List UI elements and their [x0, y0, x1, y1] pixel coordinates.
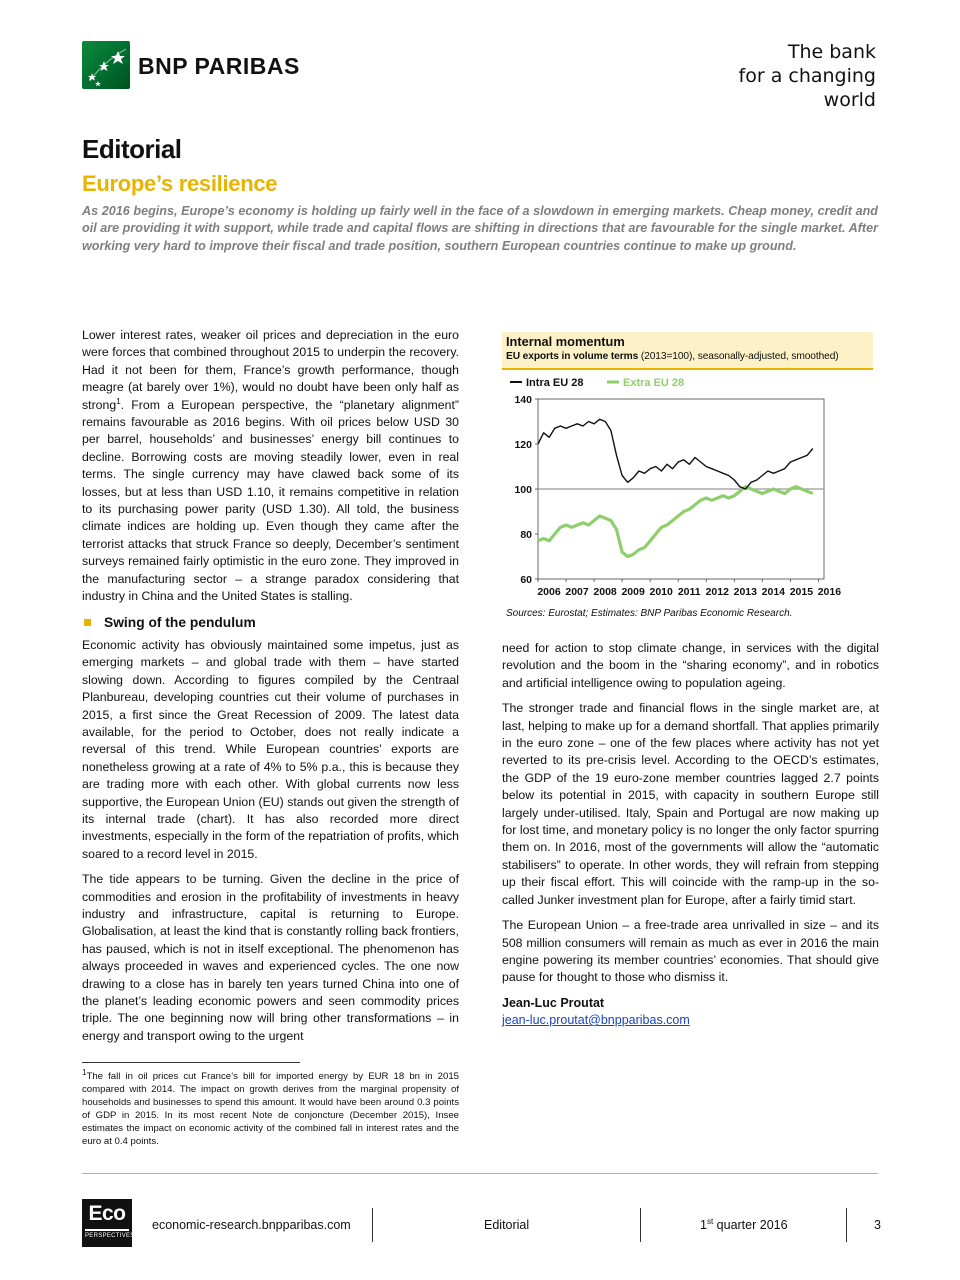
- legend: [510, 377, 684, 389]
- paragraph-3: The tide appears to be turning. Given the decline in the price of commodities and erosion in the profitability of investments in heavy industry and infrastructure, capital is returning to Europe. Globalisation, at least the kind that is constantly rolling back frontiers, has paused, which is not in itself exceptional. The phenomenon has always proceeded in waves and experienced cycles. The one now drawing to a close has in barely ten years turned China into one of the planet’s leading economic powers and seen commodity prices triple. The one beginning now will bring other transformations – in energy and transport owing to the urgent: [82, 872, 459, 1043]
- x-tick-label: 2012: [705, 586, 729, 598]
- x-tick-label: 2016: [817, 586, 842, 598]
- x-tick-label: 2006: [537, 586, 561, 598]
- stars-icon: [82, 41, 130, 89]
- brand-name: BNP PARIBAS: [138, 53, 300, 79]
- tagline-line-3: world: [823, 89, 876, 111]
- tagline-line-2: for a changing: [738, 65, 876, 87]
- paragraph-1: [82, 327, 459, 606]
- lead-paragraph: As 2016 begins, Europe’s economy is holding up fairly well in the face of a slowdown in emerging markets. Cheap money, credit and oil are providing it with support, while trade and capital flows are shifting in directions that are favourable for the single market. After working very hard to improve their fiscal and trade position, southern European countries continue to make up ground.: [82, 204, 878, 253]
- chart-subtitle-bold: EU exports in volume terms: [506, 351, 639, 362]
- footer-site: economic-research.bnpparibas.com: [152, 1218, 351, 1232]
- series-line-intra-eu28: [538, 419, 813, 489]
- footer-quarter-num: 1: [700, 1218, 707, 1232]
- y-tick-label: 80: [520, 529, 532, 541]
- footer-section: Editorial: [484, 1218, 530, 1232]
- x-tick-label: 2011: [677, 586, 701, 598]
- series-line-extra-eu28: [538, 487, 813, 557]
- footnote: [82, 1067, 459, 1148]
- eco-perspectives-logo: [82, 1199, 135, 1247]
- eco-logo-sub: PERSPECTIVES: [85, 1229, 129, 1241]
- footer-separator-2: [640, 1208, 641, 1242]
- chart-title: Internal momentum: [506, 334, 625, 349]
- legend-label-intra: Intra EU 28: [526, 377, 584, 389]
- chart-plot: [502, 372, 873, 607]
- bnp-paribas-logo: [82, 41, 130, 89]
- subheading: [82, 614, 459, 631]
- footnote-text: The fall in oil prices cut France’s bill for imported energy by EUR 18 bn in 2015 compared with 2014. The impact on growth derives from the marginal propensity of households and businesses to spend this amount. It would have been around 0.3 points of GDP in 2015. In its most recent Note de conjoncture (December 2015), Insee estimates the impact on economic activity of the combined fall in interest rates and the euro at 0.4 points.: [82, 1071, 459, 1147]
- chart-subtitle-rest: (2013=100), seasonally-adjusted, smoothed): [638, 351, 839, 362]
- eco-logo-word: Eco: [88, 1202, 126, 1225]
- y-tick-label: 140: [514, 394, 532, 406]
- footer-quarter-rest: quarter 2016: [713, 1218, 788, 1232]
- footer-quarter-sup: st: [706, 1216, 714, 1226]
- footnote-ref[interactable]: 1: [116, 396, 121, 406]
- y-tick-label: 60: [520, 574, 532, 586]
- footnote-mark: 1: [82, 1067, 87, 1077]
- footer-divider: [82, 1173, 878, 1174]
- paragraph-1-a: Lower interest rates, weaker oil prices and depreciation in the euro were forces that combined throughout 2015 to underpin the recovery. Had it not been for them, France’s growth performance, though meagre (at barely over 1%), would no doubt have been only half as strong: [82, 328, 459, 412]
- x-tick-label: 2014: [761, 586, 786, 598]
- right-column: [502, 640, 879, 1030]
- paragraph-4: need for action to stop climate change, in services with the digital revolution and the boom in the “sharing economy”, and in robotics and artificial intelligence owing to population ageing.: [502, 641, 879, 690]
- paragraph-5: The stronger trade and financial flows in the single market are, at last, helping to make up for a demand shortfall. That applies primarily in the euro zone – one of the few places where activity has not yet reverted to its pre-crisis level. According to the OECD’s estimates, the GDP of the 19 euro-zone member countries lagged 2.7 points below its potential in 2015, with capacity in southern Europe still largely under-utilised. Italy, Spain and Portugal are now making up for lost time, and monetary policy is no longer the only factor spurring them on. In 2016, most of the governments will allow the “automatic stabilisers” to operate. In other words, they will refrain from stepping up their fiscal effort. This will coincide with the ramp-up in the so-called Junker investment plan for Europe, after a fairly timid start.: [502, 701, 879, 907]
- footer-quarter: [700, 1218, 788, 1232]
- chart-source: Sources: Eurostat; Estimates: BNP Paribas Economic Research.: [506, 608, 793, 619]
- chart-header: [502, 332, 873, 370]
- x-tick-label: 2010: [649, 586, 673, 598]
- author-name: Jean-Luc Proutat: [502, 995, 605, 1010]
- paragraph-2: Economic activity has obviously maintained some impetus, just as emerging markets – and global trade with them – have started slowing down. According to figures compiled by the Centraal Planbureau, developing countries cut their volume of purchases in 2015, a first since the Great Recession of 2009. The latest data available, for the period to October, does not really indicate a reversal of this trend. While European countries’ exports are nonetheless growing at a rate of 4% to 5% p.a., this is because they are trading more with each other. With global currents now less supportive, the European Union (EU) stands out given the strength of its internal trade (chart). It has also recorded more direct investments, especially in the form of the repatriation of profits, which soared to a record level in 2015.: [82, 637, 459, 861]
- headline: Europe’s resilience: [82, 171, 278, 196]
- footer-separator-1: [372, 1208, 373, 1242]
- left-column: [82, 327, 459, 1053]
- tagline: [739, 40, 876, 112]
- x-tick-label: 2009: [621, 586, 645, 598]
- paragraph-6: The European Union – a free-trade area unrivalled in size – and its 508 million consumers will remain as much as ever in 2016 the main engine powering its member countries’ economies. That should give pause for thought to those who dismiss it.: [502, 918, 879, 985]
- legend-label-extra: Extra EU 28: [623, 377, 685, 389]
- x-tick-label: 2007: [565, 586, 589, 598]
- y-tick-label: 120: [514, 439, 532, 451]
- footer-separator-3: [846, 1208, 847, 1242]
- section-title: Editorial: [82, 134, 182, 164]
- x-tick-label: 2013: [733, 586, 757, 598]
- plot-area: [514, 394, 841, 598]
- subheading-text: Swing of the pendulum: [104, 614, 256, 630]
- footnote-divider: [82, 1062, 300, 1063]
- tagline-line-1: The bank: [787, 41, 876, 63]
- y-tick-label: 100: [514, 484, 532, 496]
- chart: [502, 332, 873, 607]
- x-tick-label: 2015: [789, 586, 814, 598]
- x-tick-label: 2008: [593, 586, 617, 598]
- chart-subtitle: [506, 350, 869, 364]
- page-number: 3: [874, 1218, 881, 1232]
- square-bullet-icon: [84, 619, 91, 626]
- paragraph-1-b: . From a European perspective, the “planetary alignment” remains favourable as 2016 begins. With oil prices below USD 30 per barrel, households’ and businesses’ energy bill continues to decline. Borrowing costs are moving steadily lower, even in real terms. The single currency may have clawed back some of its losses, but at less than USD 1.10, it remains competitive in relation to its purchasing power parity (USD 1.30). All told, the business climate indices are holding up. Even though they came after the terrorist attacks that struck France so deeply, December’s sentiment surveys remained fairly optimistic in the euro zone. They improved in the manufacturing sector – a strange paradox considering that industry in China and the United States is stalling.: [82, 397, 459, 604]
- author-email-link[interactable]: jean-luc.proutat@bnpparibas.com: [502, 1013, 690, 1028]
